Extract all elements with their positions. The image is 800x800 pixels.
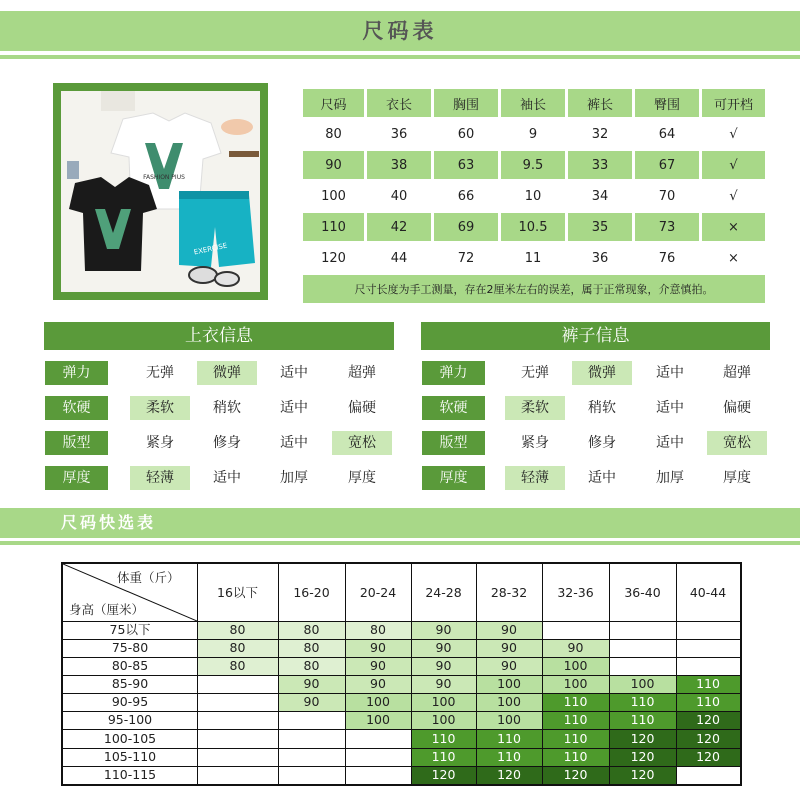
size-recommendation-cell: 80 bbox=[197, 657, 278, 675]
top_info-attr-option-selected: 柔软 bbox=[130, 396, 190, 420]
top_info-attr-option: 超弹 bbox=[348, 365, 376, 381]
height-row-header: 100-105 bbox=[103, 731, 157, 746]
size-table-row-cell: 40 bbox=[367, 182, 431, 210]
size-recommendation-cell bbox=[197, 693, 278, 711]
grid-line bbox=[63, 711, 740, 712]
pants_info-attr-label: 厚度 bbox=[422, 466, 485, 490]
pants_info-attr-label: 版型 bbox=[422, 431, 485, 455]
size-table-header-cell: 臀围 bbox=[635, 89, 699, 117]
top_info-attr-label: 版型 bbox=[45, 431, 108, 455]
size-recommendation-cell: 110 bbox=[676, 675, 740, 693]
quick-select-underline bbox=[0, 541, 800, 545]
shorts-print-text: EXERCISE bbox=[193, 241, 229, 257]
size-recommendation-cell: 90 bbox=[278, 693, 345, 711]
size-table-row bbox=[303, 244, 765, 272]
quick-select-title: 尺码快选表 bbox=[61, 513, 157, 532]
page-title: 尺码表 bbox=[362, 19, 438, 43]
size-table-row-cell: √ bbox=[702, 182, 765, 210]
size-recommendation-cell bbox=[197, 729, 278, 748]
size-table-row-cell: 33 bbox=[568, 151, 632, 179]
size-table-header-cell: 衣长 bbox=[367, 89, 431, 117]
size-recommendation-cell: 90 bbox=[411, 657, 476, 675]
grid-line bbox=[476, 564, 477, 784]
weight-column-header: 20-24 bbox=[359, 585, 397, 600]
size-table-header-cell: 可开档 bbox=[702, 89, 765, 117]
size-table-row-cell: 42 bbox=[367, 213, 431, 241]
size-recommendation-cell bbox=[278, 748, 345, 766]
weight-column-header: 32-36 bbox=[557, 585, 594, 600]
height-row-header: 90-95 bbox=[111, 694, 149, 709]
weight-column-header: 16-20 bbox=[293, 585, 330, 600]
pants_info-attr-option: 无弹 bbox=[521, 365, 549, 381]
size-recommendation-cell: 90 bbox=[411, 621, 476, 639]
size-recommendation-cell bbox=[676, 657, 740, 675]
size-recommendation-cell: 120 bbox=[609, 748, 676, 766]
size-recommendation-cell bbox=[542, 621, 609, 639]
size-table-row-cell: 63 bbox=[434, 151, 498, 179]
size-recommendation-cell: 120 bbox=[676, 748, 740, 766]
size-table-note-row bbox=[303, 275, 765, 303]
top_info-attr-option: 厚度 bbox=[348, 470, 376, 486]
size-recommendation-cell: 100 bbox=[476, 675, 542, 693]
weight-column-header: 16以下 bbox=[217, 585, 258, 600]
size-recommendation-cell: 120 bbox=[676, 711, 740, 729]
height-row-header: 85-90 bbox=[111, 676, 149, 691]
size-recommendation-cell bbox=[609, 639, 676, 657]
size-recommendation-cell: 110 bbox=[411, 729, 476, 748]
pants_info-attr-option-selected: 柔软 bbox=[505, 396, 565, 420]
size-table-row-cell: × bbox=[702, 244, 765, 272]
top_info-attr-option: 适中 bbox=[213, 470, 241, 486]
pants_info-attr-option: 偏硬 bbox=[723, 400, 751, 416]
pants_info-attr-option: 超弹 bbox=[723, 365, 751, 381]
top_info-attr-option: 紧身 bbox=[146, 435, 174, 451]
pants_info-attr-option: 加厚 bbox=[656, 470, 684, 486]
height-row-header: 95-100 bbox=[107, 712, 153, 727]
size-table-row-cell: 66 bbox=[434, 182, 498, 210]
size-recommendation-cell: 110 bbox=[542, 711, 609, 729]
top_info-attr-option: 偏硬 bbox=[348, 400, 376, 416]
grid-line bbox=[278, 564, 279, 784]
size-recommendation-cell: 100 bbox=[542, 675, 609, 693]
size-table-row bbox=[303, 182, 765, 210]
grid-line bbox=[63, 639, 740, 640]
size-recommendation-cell: 90 bbox=[345, 657, 411, 675]
grid-line bbox=[676, 564, 677, 784]
size-table-row-cell: 73 bbox=[635, 213, 699, 241]
size-table-row-cell: 44 bbox=[367, 244, 431, 272]
size-recommendation-cell: 120 bbox=[676, 729, 740, 748]
corner-diagonal bbox=[63, 564, 197, 621]
size-recommendation-cell: 110 bbox=[609, 711, 676, 729]
pants_info-attr-label: 软硬 bbox=[422, 396, 485, 420]
size-recommendation-cell: 80 bbox=[278, 621, 345, 639]
size-table-row bbox=[303, 151, 765, 179]
size-table-row-cell: 36 bbox=[568, 244, 632, 272]
size-recommendation-cell: 110 bbox=[542, 693, 609, 711]
top_info-attr-option: 加厚 bbox=[280, 470, 308, 486]
weight-column-header: 36-40 bbox=[624, 585, 661, 600]
pants_info-attr-option: 适中 bbox=[656, 365, 684, 381]
size-table-header-cell: 胸围 bbox=[434, 89, 498, 117]
size-table-row-cell: 10.5 bbox=[501, 213, 565, 241]
top-info-title: 上衣信息 bbox=[44, 322, 394, 350]
size-recommendation-cell: 100 bbox=[411, 711, 476, 729]
top_info-attr-option: 适中 bbox=[280, 435, 308, 451]
size-recommendation-cell: 110 bbox=[542, 729, 609, 748]
size-recommendation-cell: 110 bbox=[542, 748, 609, 766]
size-table-row-cell: 70 bbox=[635, 182, 699, 210]
top_info-attr-label: 弹力 bbox=[45, 361, 108, 385]
product-illustration bbox=[61, 91, 260, 292]
height-axis-label: 身高（厘米） bbox=[69, 602, 145, 617]
product-photo bbox=[53, 83, 268, 300]
size-recommendation-cell: 100 bbox=[345, 711, 411, 729]
size-recommendation-cell: 90 bbox=[476, 639, 542, 657]
size-recommendation-cell bbox=[609, 657, 676, 675]
size-recommendation-cell: 90 bbox=[476, 621, 542, 639]
pants-info-title: 裤子信息 bbox=[421, 322, 770, 350]
size-recommendation-cell bbox=[278, 766, 345, 784]
size-recommendation-cell: 80 bbox=[345, 621, 411, 639]
grid-line bbox=[63, 729, 740, 730]
size-recommendation-cell: 110 bbox=[676, 693, 740, 711]
size-recommendation-cell bbox=[345, 748, 411, 766]
top_info-attr-option: 稍软 bbox=[213, 400, 241, 416]
size-recommendation-cell: 100 bbox=[411, 693, 476, 711]
size-table-header bbox=[303, 89, 765, 117]
size-recommendation-cell bbox=[197, 748, 278, 766]
size-recommendation-cell: 90 bbox=[345, 639, 411, 657]
size-recommendation-cell bbox=[345, 729, 411, 748]
size-table-row-cell: 100 bbox=[303, 182, 364, 210]
size-table-row-cell: 90 bbox=[303, 151, 364, 179]
top_info-attr-option-selected: 宽松 bbox=[332, 431, 392, 455]
size-table-row-cell: 120 bbox=[303, 244, 364, 272]
pants_info-attr-option-selected: 微弹 bbox=[572, 361, 632, 385]
size-recommendation-cell: 100 bbox=[345, 693, 411, 711]
top_info-attr-option-selected: 轻薄 bbox=[130, 466, 190, 490]
size-recommendation-cell: 110 bbox=[411, 748, 476, 766]
size-recommendation-cell bbox=[676, 639, 740, 657]
top_info-attr-option: 适中 bbox=[280, 400, 308, 416]
size-table-header-cell: 裤长 bbox=[568, 89, 632, 117]
size-recommendation-cell: 110 bbox=[609, 693, 676, 711]
size-recommendation-cell: 120 bbox=[609, 766, 676, 784]
grid-line bbox=[197, 564, 198, 784]
size-recommendation-cell bbox=[197, 766, 278, 784]
size-table-row-cell: 32 bbox=[568, 120, 632, 148]
size-table-row-cell: 110 bbox=[303, 213, 364, 241]
size-recommendation-cell bbox=[197, 711, 278, 729]
top_info-attr-option: 无弹 bbox=[146, 365, 174, 381]
size-recommendation-cell: 80 bbox=[197, 639, 278, 657]
size-recommendation-cell bbox=[345, 766, 411, 784]
weight-axis-label: 体重（斤） bbox=[117, 570, 180, 585]
size-table-row-cell: 38 bbox=[367, 151, 431, 179]
size-table-row-cell: 9 bbox=[501, 120, 565, 148]
pants_info-attr-label: 弹力 bbox=[422, 361, 485, 385]
size-recommendation-cell: 100 bbox=[476, 711, 542, 729]
height-row-header: 75-80 bbox=[111, 640, 149, 655]
size-recommendation-cell: 100 bbox=[476, 693, 542, 711]
top_info-attr-option: 修身 bbox=[213, 435, 241, 451]
size-recommendation-cell: 80 bbox=[278, 639, 345, 657]
shirt-print-text: FASHION PIUS bbox=[143, 174, 185, 181]
pants_info-attr-option: 适中 bbox=[656, 435, 684, 451]
size-recommendation-cell: 100 bbox=[542, 657, 609, 675]
top_info-attr-option-selected: 微弹 bbox=[197, 361, 257, 385]
size-table-row-cell: × bbox=[702, 213, 765, 241]
height-row-header: 80-85 bbox=[111, 658, 149, 673]
pants_info-attr-option: 修身 bbox=[588, 435, 616, 451]
top_info-attr-label: 厚度 bbox=[45, 466, 108, 490]
size-recommendation-cell: 110 bbox=[476, 748, 542, 766]
height-row-header: 110-115 bbox=[103, 767, 157, 782]
weight-column-header: 28-32 bbox=[490, 585, 528, 600]
pants_info-attr-option: 厚度 bbox=[723, 470, 751, 486]
size-table-row-cell: √ bbox=[702, 151, 765, 179]
pants_info-attr-option-selected: 轻薄 bbox=[505, 466, 565, 490]
size-recommendation-cell: 110 bbox=[476, 729, 542, 748]
top_info-attr-option: 适中 bbox=[280, 365, 308, 381]
pants_info-attr-option: 紧身 bbox=[521, 435, 549, 451]
pants_info-attr-option: 稍软 bbox=[588, 400, 616, 416]
size-table-row-cell: 36 bbox=[367, 120, 431, 148]
size-table-row-cell: 80 bbox=[303, 120, 364, 148]
grid-line bbox=[542, 564, 543, 784]
size-recommendation-cell: 120 bbox=[476, 766, 542, 784]
size-table-row-cell: 35 bbox=[568, 213, 632, 241]
size-table-row-cell: 10 bbox=[501, 182, 565, 210]
grid-line bbox=[63, 675, 740, 676]
size-table-row-cell: 72 bbox=[434, 244, 498, 272]
size-recommendation-cell: 120 bbox=[542, 766, 609, 784]
size-recommendation-cell: 90 bbox=[476, 657, 542, 675]
height-row-header: 75以下 bbox=[109, 622, 151, 637]
size-table-row-cell: 9.5 bbox=[501, 151, 565, 179]
size-recommendation-cell: 100 bbox=[609, 675, 676, 693]
measurement-note: 尺寸长度为手工测量，存在2厘米左右的误差，属于正常现象，介意慎拍。 bbox=[303, 275, 765, 303]
grid-line bbox=[63, 657, 740, 658]
grid-line bbox=[63, 693, 740, 694]
top_info-attr-label: 软硬 bbox=[45, 396, 108, 420]
size-table-row-cell: 64 bbox=[635, 120, 699, 148]
size-recommendation-cell bbox=[278, 711, 345, 729]
size-recommendation-cell: 90 bbox=[411, 675, 476, 693]
size-recommendation-cell bbox=[609, 621, 676, 639]
title-underline bbox=[0, 55, 800, 59]
size-recommendation-cell bbox=[676, 766, 740, 784]
weight-column-header: 24-28 bbox=[425, 585, 462, 600]
size-table-row-cell: 60 bbox=[434, 120, 498, 148]
size-table-row-cell: 69 bbox=[434, 213, 498, 241]
grid-line bbox=[63, 766, 740, 767]
size-table-row bbox=[303, 213, 765, 241]
size-table-row-cell: √ bbox=[702, 120, 765, 148]
grid-line bbox=[345, 564, 346, 784]
size-table-row-cell: 11 bbox=[501, 244, 565, 272]
size-recommendation-cell bbox=[676, 621, 740, 639]
size-recommendation-cell: 120 bbox=[609, 729, 676, 748]
grid-line bbox=[63, 621, 740, 622]
size-recommendation-cell: 90 bbox=[345, 675, 411, 693]
grid-line bbox=[411, 564, 412, 784]
pants_info-attr-option: 适中 bbox=[656, 400, 684, 416]
size-recommendation-cell: 80 bbox=[278, 657, 345, 675]
grid-line bbox=[609, 564, 610, 784]
grid-line bbox=[63, 748, 740, 749]
size-recommendation-cell bbox=[197, 675, 278, 693]
size-table-row-cell: 67 bbox=[635, 151, 699, 179]
weight-column-header: 40-44 bbox=[689, 585, 727, 600]
size-table-row-cell: 76 bbox=[635, 244, 699, 272]
size-table bbox=[300, 86, 768, 306]
quick-select-table bbox=[61, 562, 742, 786]
pants_info-attr-option: 适中 bbox=[588, 470, 616, 486]
size-table-row bbox=[303, 120, 765, 148]
size-recommendation-cell bbox=[278, 729, 345, 748]
height-row-header: 105-110 bbox=[103, 749, 157, 764]
size-recommendation-cell: 90 bbox=[278, 675, 345, 693]
size-recommendation-cell: 120 bbox=[411, 766, 476, 784]
pants_info-attr-option-selected: 宽松 bbox=[707, 431, 767, 455]
size-recommendation-cell: 90 bbox=[542, 639, 609, 657]
size-table-row-cell: 34 bbox=[568, 182, 632, 210]
size-recommendation-cell: 80 bbox=[197, 621, 278, 639]
size-table-header-cell: 袖长 bbox=[501, 89, 565, 117]
size-table-header-cell: 尺码 bbox=[303, 89, 364, 117]
size-recommendation-cell: 90 bbox=[411, 639, 476, 657]
